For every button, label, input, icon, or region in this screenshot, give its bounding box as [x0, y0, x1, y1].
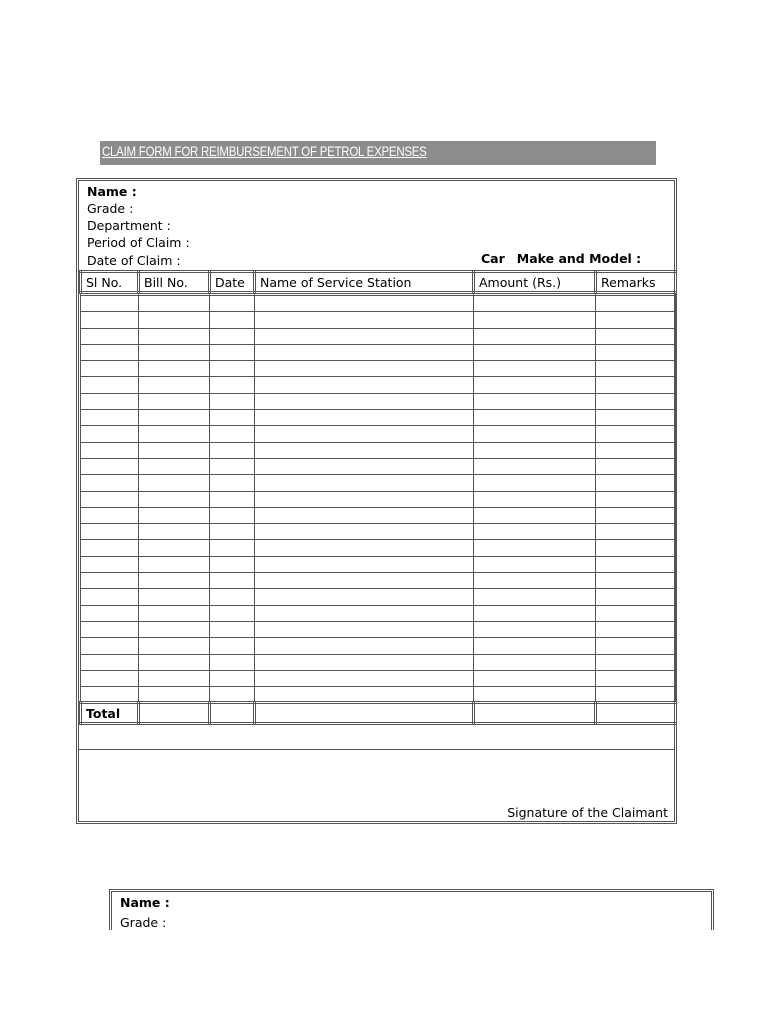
claim-form: [76, 178, 677, 824]
total-cell[interactable]: [596, 703, 676, 724]
table-cell[interactable]: [255, 605, 474, 621]
header-service-station: Name of Service Station: [255, 272, 474, 293]
table-cell[interactable]: [596, 328, 676, 344]
table-cell[interactable]: [139, 524, 210, 540]
table-cell[interactable]: [139, 540, 210, 556]
table-cell[interactable]: [139, 573, 210, 589]
total-cell[interactable]: [255, 703, 474, 724]
table-cell[interactable]: [596, 442, 676, 458]
table-cell[interactable]: [139, 507, 210, 523]
table-cell[interactable]: [255, 361, 474, 377]
table-cell[interactable]: [596, 654, 676, 670]
table-row: [81, 475, 676, 491]
name-label: Name :: [87, 184, 137, 199]
table-row: [81, 328, 676, 344]
table-cell[interactable]: [596, 426, 676, 442]
table-cell[interactable]: [210, 621, 255, 637]
table-cell[interactable]: [210, 605, 255, 621]
table-cell[interactable]: [210, 654, 255, 670]
table-row: [81, 377, 676, 393]
table-cell[interactable]: [81, 556, 139, 572]
table-cell[interactable]: [81, 442, 139, 458]
table-cell[interactable]: [255, 344, 474, 360]
table-cell[interactable]: [474, 475, 596, 491]
table-cell[interactable]: [139, 475, 210, 491]
table-row: [81, 491, 676, 507]
table-cell[interactable]: [81, 296, 139, 312]
table-cell[interactable]: [210, 458, 255, 474]
table-cell[interactable]: [596, 687, 676, 703]
table-cell[interactable]: [139, 442, 210, 458]
signature-label: Signature of the Claimant: [507, 805, 668, 820]
table-cell[interactable]: [139, 589, 210, 605]
table-row: [81, 670, 676, 686]
table-cell[interactable]: [596, 410, 676, 426]
table-row: [81, 410, 676, 426]
table-cell[interactable]: [596, 377, 676, 393]
table-cell[interactable]: [474, 524, 596, 540]
table-cell[interactable]: [474, 621, 596, 637]
table-cell[interactable]: [255, 540, 474, 556]
table-cell[interactable]: [596, 605, 676, 621]
table-cell[interactable]: [474, 589, 596, 605]
table-cell[interactable]: [255, 426, 474, 442]
table-cell[interactable]: [81, 312, 139, 328]
header-sl-no: Sl No.: [81, 272, 139, 293]
table-cell[interactable]: [81, 475, 139, 491]
table-cell[interactable]: [596, 540, 676, 556]
table-cell[interactable]: [81, 687, 139, 703]
table-cell[interactable]: [139, 605, 210, 621]
table-cell[interactable]: [474, 344, 596, 360]
table-cell[interactable]: [474, 491, 596, 507]
expense-table: [79, 270, 677, 725]
table-cell[interactable]: [474, 442, 596, 458]
car-make-model-label: [481, 251, 641, 266]
header-remarks: Remarks: [596, 272, 676, 293]
table-cell[interactable]: [596, 296, 676, 312]
table-cell[interactable]: [255, 475, 474, 491]
table-cell[interactable]: [81, 328, 139, 344]
table-cell[interactable]: [210, 589, 255, 605]
department-label: Department :: [87, 218, 171, 233]
table-cell[interactable]: [139, 393, 210, 409]
table-cell[interactable]: [210, 328, 255, 344]
table-cell[interactable]: [139, 670, 210, 686]
table-cell[interactable]: [474, 328, 596, 344]
table-cell[interactable]: [210, 507, 255, 523]
table-cell[interactable]: [81, 524, 139, 540]
table-cell[interactable]: [81, 344, 139, 360]
make-model-label: Make and Model :: [516, 251, 642, 266]
table-cell[interactable]: [210, 296, 255, 312]
signature-area: [79, 749, 674, 822]
table-row: [81, 556, 676, 572]
table-cell[interactable]: [210, 442, 255, 458]
table-row: [81, 361, 676, 377]
table-cell[interactable]: [81, 393, 139, 409]
form-title: CLAIM FORM FOR REIMBURSEMENT OF PETROL EXPENSES: [102, 143, 427, 159]
table-row: [81, 540, 676, 556]
table-cell[interactable]: [210, 573, 255, 589]
table-cell[interactable]: [596, 670, 676, 686]
table-cell[interactable]: [210, 361, 255, 377]
table-cell[interactable]: [596, 524, 676, 540]
table-cell[interactable]: [474, 426, 596, 442]
table-cell[interactable]: [81, 491, 139, 507]
table-cell[interactable]: [210, 556, 255, 572]
table-cell[interactable]: [255, 328, 474, 344]
table-cell[interactable]: [255, 638, 474, 654]
table-cell[interactable]: [474, 556, 596, 572]
table-row: [81, 442, 676, 458]
second-grade-label: Grade :: [120, 915, 167, 930]
table-cell[interactable]: [474, 377, 596, 393]
table-row: [81, 312, 676, 328]
table-cell[interactable]: [596, 556, 676, 572]
table-row: [81, 589, 676, 605]
table-cell[interactable]: [139, 344, 210, 360]
table-cell[interactable]: [596, 393, 676, 409]
table-cell[interactable]: [81, 426, 139, 442]
table-cell[interactable]: [596, 638, 676, 654]
table-cell[interactable]: [210, 410, 255, 426]
table-cell[interactable]: [81, 361, 139, 377]
table-row: [81, 426, 676, 442]
table-cell[interactable]: [139, 426, 210, 442]
table-cell[interactable]: [139, 410, 210, 426]
table-cell[interactable]: [81, 507, 139, 523]
table-cell[interactable]: [139, 328, 210, 344]
table-cell[interactable]: [210, 377, 255, 393]
table-row: [81, 344, 676, 360]
table-cell[interactable]: [255, 654, 474, 670]
table-cell[interactable]: [139, 491, 210, 507]
table-cell[interactable]: [474, 573, 596, 589]
table-cell[interactable]: [255, 524, 474, 540]
grade-label: Grade :: [87, 201, 134, 216]
table-cell[interactable]: [139, 556, 210, 572]
table-cell[interactable]: [255, 442, 474, 458]
table-cell[interactable]: [210, 393, 255, 409]
table-cell[interactable]: [139, 654, 210, 670]
table-cell[interactable]: [474, 605, 596, 621]
table-cell[interactable]: [139, 621, 210, 637]
table-cell[interactable]: [474, 654, 596, 670]
table-cell[interactable]: [255, 507, 474, 523]
table-row: [81, 573, 676, 589]
table-cell[interactable]: [255, 687, 474, 703]
table-cell[interactable]: [474, 393, 596, 409]
table-cell[interactable]: [474, 312, 596, 328]
table-cell[interactable]: [255, 556, 474, 572]
table-cell[interactable]: [139, 312, 210, 328]
table-cell[interactable]: [81, 458, 139, 474]
table-cell[interactable]: [139, 296, 210, 312]
date-of-claim-label: Date of Claim :: [87, 253, 181, 268]
form-title-bar: [100, 141, 656, 165]
table-row: [81, 687, 676, 703]
table-cell[interactable]: [255, 670, 474, 686]
table-cell[interactable]: [210, 475, 255, 491]
car-label: Car: [481, 251, 505, 266]
second-name-label: Name :: [120, 895, 170, 910]
table-cell[interactable]: [596, 589, 676, 605]
table-cell[interactable]: [474, 361, 596, 377]
table-cell[interactable]: [596, 491, 676, 507]
table-cell[interactable]: [81, 605, 139, 621]
table-cell[interactable]: [596, 312, 676, 328]
table-cell[interactable]: [255, 573, 474, 589]
table-cell[interactable]: [210, 540, 255, 556]
table-cell[interactable]: [81, 377, 139, 393]
table-cell[interactable]: [474, 410, 596, 426]
table-cell[interactable]: [255, 312, 474, 328]
table-cell[interactable]: [210, 426, 255, 442]
table-cell[interactable]: [474, 507, 596, 523]
table-cell[interactable]: [81, 654, 139, 670]
header-date: Date: [210, 272, 255, 293]
table-row: [81, 393, 676, 409]
table-cell[interactable]: [474, 638, 596, 654]
table-cell[interactable]: [81, 410, 139, 426]
table-header-row: [81, 272, 676, 293]
table-cell[interactable]: [210, 670, 255, 686]
total-cell[interactable]: [474, 703, 596, 724]
total-cell[interactable]: [210, 703, 255, 724]
table-cell[interactable]: [81, 670, 139, 686]
table-row: [81, 458, 676, 474]
table-row: [81, 638, 676, 654]
table-cell[interactable]: [255, 491, 474, 507]
table-cell[interactable]: [474, 670, 596, 686]
table-cell[interactable]: [210, 638, 255, 654]
table-cell[interactable]: [596, 344, 676, 360]
table-cell[interactable]: [474, 296, 596, 312]
table-cell[interactable]: [210, 524, 255, 540]
table-cell[interactable]: [139, 638, 210, 654]
table-cell[interactable]: [81, 540, 139, 556]
table-cell[interactable]: [81, 573, 139, 589]
table-cell[interactable]: [255, 410, 474, 426]
table-cell[interactable]: [255, 296, 474, 312]
table-cell[interactable]: [255, 458, 474, 474]
table-cell[interactable]: [596, 621, 676, 637]
table-row: [81, 507, 676, 523]
period-label: Period of Claim :: [87, 235, 190, 250]
table-cell[interactable]: [255, 393, 474, 409]
page-bottom-margin: [0, 930, 768, 1024]
table-cell[interactable]: [81, 589, 139, 605]
table-cell[interactable]: [139, 377, 210, 393]
table-cell[interactable]: [596, 361, 676, 377]
table-cell[interactable]: [139, 687, 210, 703]
table-row: [81, 296, 676, 312]
table-cell[interactable]: [255, 621, 474, 637]
table-cell[interactable]: [210, 491, 255, 507]
table-cell[interactable]: [474, 687, 596, 703]
table-cell[interactable]: [474, 458, 596, 474]
table-cell[interactable]: [596, 475, 676, 491]
table-cell[interactable]: [81, 621, 139, 637]
header-amount: Amount (Rs.): [474, 272, 596, 293]
total-label: Total: [81, 703, 139, 724]
table-cell[interactable]: [139, 458, 210, 474]
table-cell[interactable]: [474, 540, 596, 556]
table-row: [81, 621, 676, 637]
table-cell[interactable]: [81, 638, 139, 654]
total-cell[interactable]: [139, 703, 210, 724]
table-cell[interactable]: [255, 589, 474, 605]
table-row: [81, 605, 676, 621]
header-bill-no: Bill No.: [139, 272, 210, 293]
table-cell[interactable]: [596, 573, 676, 589]
table-cell[interactable]: [210, 344, 255, 360]
table-cell[interactable]: [596, 507, 676, 523]
table-cell[interactable]: [210, 687, 255, 703]
table-cell[interactable]: [255, 377, 474, 393]
table-row: [81, 654, 676, 670]
total-row: [81, 703, 676, 724]
table-cell[interactable]: [139, 361, 210, 377]
table-row: [81, 524, 676, 540]
table-cell[interactable]: [596, 458, 676, 474]
table-cell[interactable]: [210, 312, 255, 328]
